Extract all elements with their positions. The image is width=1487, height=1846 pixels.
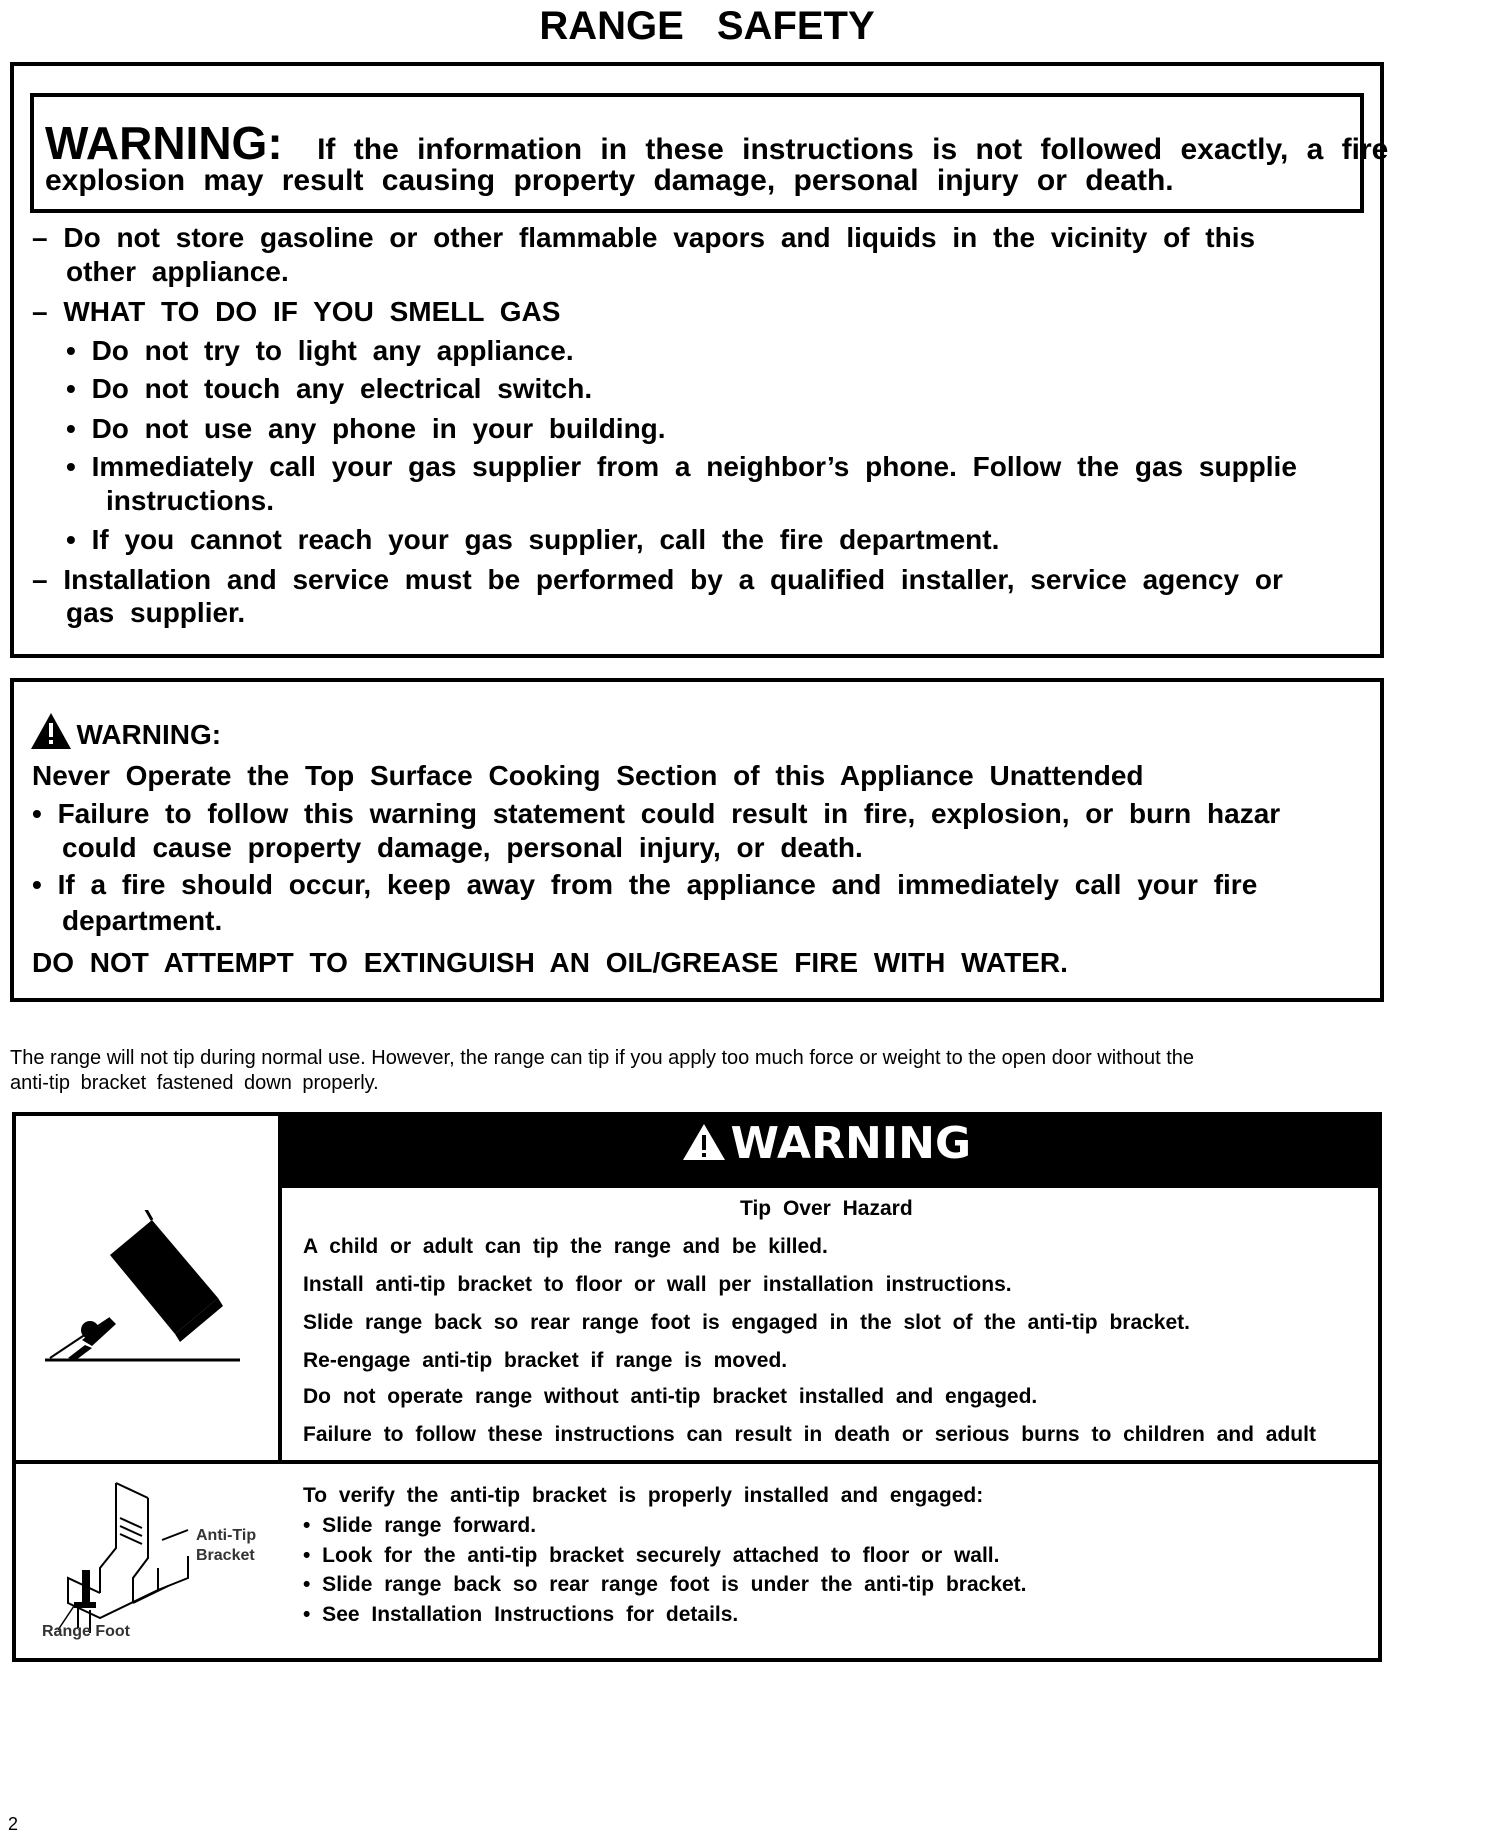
verify-item: • Slide range forward. xyxy=(303,1514,537,1537)
list-item: instructions. xyxy=(106,485,275,516)
cooking-footer: DO NOT ATTEMPT TO EXTINGUISH AN OIL/GREASE FIRE WITH WATER. xyxy=(32,947,1068,978)
list-item: – Installation and service must be performed by a qualified installer, service agency or xyxy=(32,564,1283,595)
list-item: • Do not touch any electrical switch. xyxy=(66,373,593,404)
hazard-line: A child or adult can tip the range and be killed. xyxy=(303,1235,828,1258)
verify-item: • Slide range back so rear range foot is under the anti-tip bracket. xyxy=(303,1573,1027,1596)
cooking-warning-header xyxy=(30,712,221,751)
list-item: • Immediately call your gas supplier from a neighbor’s phone. Follow the gas supplie xyxy=(66,451,1297,482)
tip-note-line1: The range will not tip during normal use. However, the range can tip if you apply too much force or weight to the open door without the xyxy=(10,1047,1195,1069)
tip-note-line2: anti-tip bracket fastened down properly. xyxy=(10,1072,379,1094)
bracket-label: Bracket xyxy=(196,1547,255,1564)
list-item: • If you cannot reach your gas supplier, call the fire department. xyxy=(66,524,1000,555)
list-item: other appliance. xyxy=(66,256,289,287)
list-item: • If a fire should occur, keep away from the appliance and immediately call your fire xyxy=(32,869,1258,900)
page-title: RANGE SAFETY xyxy=(539,4,875,48)
hazard-line: Install anti-tip bracket to floor or wall per installation instructions. xyxy=(303,1273,1012,1296)
hazard-line: Re-engage anti-tip bracket if range is moved. xyxy=(303,1349,788,1372)
warning-triangle-icon xyxy=(682,1122,726,1162)
warning-banner-title: WARNING xyxy=(682,1118,971,1169)
list-item: department. xyxy=(62,905,223,936)
hazard-title: Tip Over Hazard xyxy=(740,1197,913,1220)
hazard-line: Failure to follow these instructions can result in death or serious burns to children and adult xyxy=(303,1423,1316,1446)
list-item: • Failure to follow this warning statement could result in fire, explosion, or burn hazar xyxy=(32,798,1281,829)
list-item: – WHAT TO DO IF YOU SMELL GAS xyxy=(32,296,561,327)
list-item: • Do not try to light any appliance. xyxy=(66,335,574,366)
anti-tip-bracket-diagram xyxy=(38,1478,278,1648)
warning-header xyxy=(45,116,1388,170)
page-number: 2 xyxy=(8,1814,19,1834)
warning-intro-line1: If the information in these instructions is not followed exactly, a fire xyxy=(317,133,1389,166)
tip-over-illustration xyxy=(40,1210,250,1370)
hazard-line: Slide range back so rear range foot is engaged in the slot of the anti-tip bracket. xyxy=(303,1311,1190,1334)
warning-triangle-icon xyxy=(30,712,72,750)
warning-label: WARNING: xyxy=(76,719,222,750)
range-foot-label: Range Foot xyxy=(42,1623,130,1640)
verify-item: • See Installation Instructions for details. xyxy=(303,1603,739,1626)
list-item: – Do not store gasoline or other flammable vapors and liquids in the vicinity of this xyxy=(32,222,1256,253)
verify-item: • Look for the anti-tip bracket securely attached to floor or wall. xyxy=(303,1544,1000,1567)
warning-label: WARNING: xyxy=(45,117,283,169)
hazard-line: Do not operate range without anti-tip bracket installed and engaged. xyxy=(303,1385,1038,1408)
cooking-subheading: Never Operate the Top Surface Cooking Section of this Appliance Unattended xyxy=(32,760,1144,791)
anti-tip-label: Anti-Tip xyxy=(196,1527,257,1544)
warning-intro-line2: explosion may result causing property damage, personal injury or death. xyxy=(45,164,1174,197)
list-item: • Do not use any phone in your building. xyxy=(66,413,666,444)
list-item: gas supplier. xyxy=(66,597,246,628)
verify-title: To verify the anti-tip bracket is properly installed and engaged: xyxy=(303,1484,984,1507)
list-item: could cause property damage, personal injury, or death. xyxy=(62,832,863,863)
divider xyxy=(12,1460,1382,1464)
